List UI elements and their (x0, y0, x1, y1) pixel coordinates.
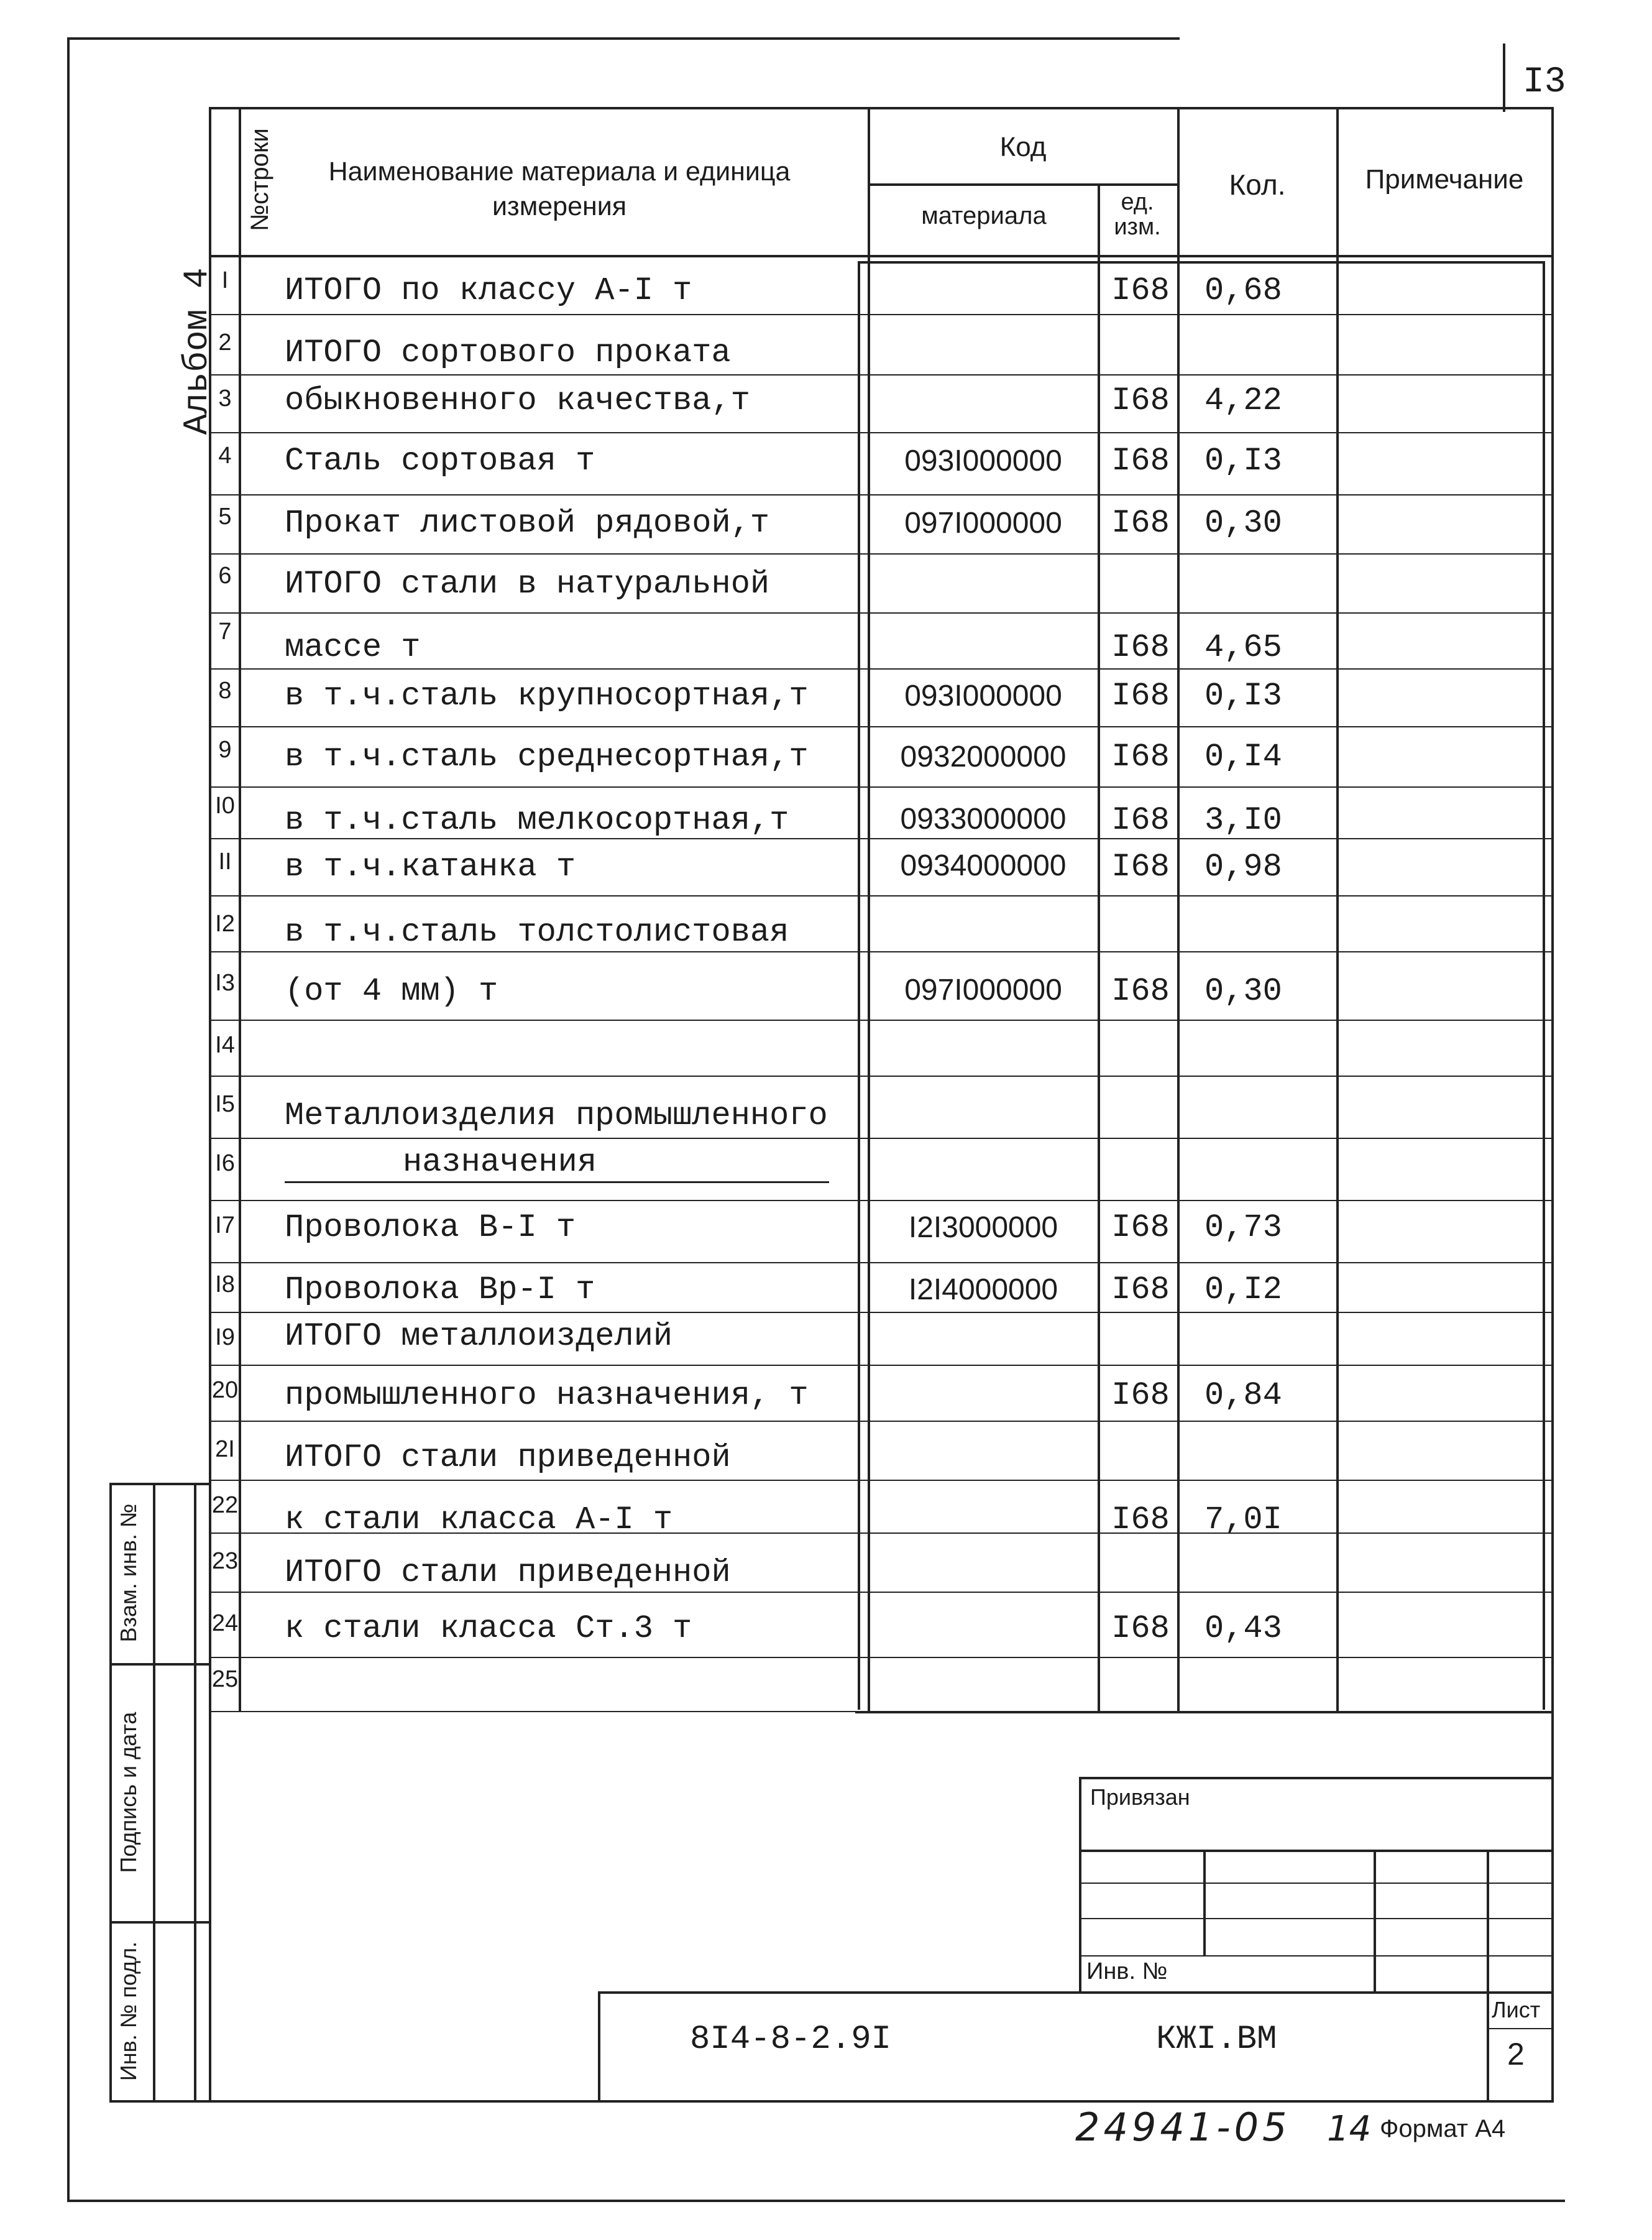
row-name: Металлоизделия промышленного (285, 1097, 828, 1134)
format-label: Формат А4 (1380, 2115, 1506, 2142)
row-qty: 4,65 (1205, 629, 1282, 666)
header-code-material: материала (921, 202, 1047, 229)
row-unit: I68 (1111, 1501, 1170, 1538)
row-unit: I68 (1111, 443, 1170, 479)
row-unit: I68 (1111, 272, 1170, 309)
row-number: 7 (218, 619, 232, 645)
row-number: I (221, 267, 229, 293)
album-label: Альбом 4 (177, 267, 217, 435)
row-number: I9 (215, 1324, 235, 1350)
inv-no-label: Инв. № (1086, 1958, 1168, 1984)
row-number: 6 (218, 563, 232, 589)
header-note: Примечание (1365, 164, 1524, 195)
privyazan-label: Привязан (1090, 1784, 1190, 1810)
row-qty: 0,73 (1205, 1209, 1282, 1246)
row-unit: I68 (1111, 1271, 1170, 1308)
row-number: 3 (218, 385, 232, 412)
row-qty: 0,84 (1205, 1377, 1282, 1414)
stamp-inv-podl: Инв. № подл. (116, 1941, 141, 2081)
row-unit: I68 (1111, 1209, 1170, 1246)
row-name: массе т (285, 629, 421, 666)
frame-left (67, 37, 70, 2201)
row-number: 25 (211, 1666, 239, 1692)
sheet-label: Лист (1492, 1997, 1541, 2022)
doc-code: КЖI.ВМ (1156, 2021, 1277, 2058)
row-number: I0 (215, 793, 235, 819)
row-code: I2I3000000 (908, 1211, 1058, 1244)
row-number: I2 (215, 911, 235, 937)
row-name: к стали класса А-I т (285, 1501, 673, 1538)
row-name: ИТОГО металлоизделий (285, 1318, 673, 1355)
header-row-no: №строки (246, 128, 273, 231)
row-unit: I68 (1111, 1377, 1170, 1414)
row-name: в т.ч.сталь толстолистовая (285, 914, 789, 951)
row-number: I8 (215, 1271, 235, 1297)
row-name: ИТОГО стали приведенной (285, 1439, 731, 1476)
header-code: Код (999, 132, 1047, 162)
row-number: 4 (218, 443, 232, 469)
row-number: 2I (215, 1436, 235, 1462)
stamp-vzam: Взам. инв. № (116, 1503, 141, 1643)
row-unit: I68 (1111, 973, 1170, 1010)
row-unit: I68 (1111, 629, 1170, 666)
row-unit: I68 (1111, 802, 1170, 839)
row-code: 0932000000 (900, 740, 1067, 773)
row-code: 093I000000 (904, 445, 1062, 477)
row-number: I4 (215, 1032, 235, 1058)
row-number: 5 (218, 504, 232, 530)
row-qty: 0,43 (1205, 1610, 1282, 1647)
doc-number: 8I4-8-2.9I (690, 2021, 892, 2058)
row-name: в т.ч.сталь мелкосортная,т (285, 802, 789, 839)
row-name: обыкновенного качества,т (285, 382, 750, 419)
row-code: 0933000000 (900, 803, 1067, 836)
row-number: II (218, 849, 232, 875)
underline (285, 1181, 829, 1183)
row-qty: 0,I2 (1205, 1271, 1282, 1308)
row-qty: 0,68 (1205, 272, 1282, 309)
row-name: назначения (403, 1144, 597, 1181)
row-number: 24 (211, 1610, 239, 1636)
frame-top (67, 37, 1180, 40)
row-number: 9 (218, 737, 232, 763)
row-name: в т.ч.сталь крупносортная,т (285, 678, 809, 714)
row-number: 2 (218, 330, 232, 356)
row-unit: I68 (1111, 739, 1170, 775)
header-name: Наименование материала и единица измерения (328, 157, 791, 221)
row-code: 097I000000 (904, 507, 1062, 540)
row-code: 0934000000 (900, 849, 1067, 882)
sheet-number: 2 (1507, 2037, 1525, 2072)
row-name: промышленного назначения, т (285, 1377, 809, 1414)
row-name: к стали класса Ст.3 т (285, 1610, 692, 1647)
row-number: 22 (211, 1492, 239, 1518)
row-name: ИТОГО стали в натуральной (285, 566, 770, 602)
page-number: I3 (1523, 62, 1566, 103)
row-number: 23 (211, 1548, 239, 1574)
row-qty: 0,I4 (1205, 739, 1282, 775)
handwritten-page: 14 (1327, 2109, 1372, 2149)
row-qty: 3,I0 (1205, 802, 1282, 839)
row-unit: I68 (1111, 1610, 1170, 1647)
header-code-unit: ед. изм. (1114, 189, 1161, 240)
row-code: I2I4000000 (908, 1273, 1058, 1306)
row-unit: I68 (1111, 849, 1170, 885)
row-number: I5 (215, 1091, 235, 1117)
row-qty: 0,98 (1205, 849, 1282, 885)
row-code: 093I000000 (904, 680, 1062, 712)
frame-bottom (67, 2200, 1565, 2202)
row-qty: 0,30 (1205, 973, 1282, 1010)
row-qty: 0,30 (1205, 505, 1282, 542)
row-qty: 7,0I (1205, 1501, 1282, 1538)
handwritten-number: 24941-05 (1075, 2104, 1291, 2150)
row-name: в т.ч.сталь среднесортная,т (285, 739, 809, 775)
row-number: 8 (218, 678, 232, 704)
row-number: I6 (215, 1150, 235, 1176)
row-name: в т.ч.катанка т (285, 849, 576, 885)
row-name: Сталь сортовая т (285, 443, 595, 479)
row-number: I7 (215, 1212, 235, 1238)
row-unit: I68 (1111, 678, 1170, 714)
row-qty: 4,22 (1205, 382, 1282, 419)
row-name: ИТОГО по классу А-I т (285, 272, 692, 309)
frame-right-top (1503, 44, 1505, 112)
row-name: Проволока В-I т (285, 1209, 576, 1246)
row-number: I3 (215, 970, 235, 996)
row-name: Прокат листовой рядовой,т (285, 505, 770, 542)
row-name: (от 4 мм) т (285, 973, 498, 1010)
row-unit: I68 (1111, 505, 1170, 542)
stamp-podpis: Подпись и дата (116, 1712, 141, 1873)
bottom-area-line (209, 2100, 1553, 2103)
row-name: ИТОГО стали приведенной (285, 1554, 731, 1591)
row-number: 20 (211, 1377, 239, 1403)
row-name: ИТОГО сортового проката (285, 334, 731, 371)
row-name: Проволока Вр-I т (285, 1271, 595, 1308)
row-unit: I68 (1111, 382, 1170, 419)
row-qty: 0,I3 (1205, 678, 1282, 714)
row-code: 097I000000 (904, 974, 1062, 1007)
header-qty: Кол. (1229, 168, 1286, 201)
row-qty: 0,I3 (1205, 443, 1282, 479)
